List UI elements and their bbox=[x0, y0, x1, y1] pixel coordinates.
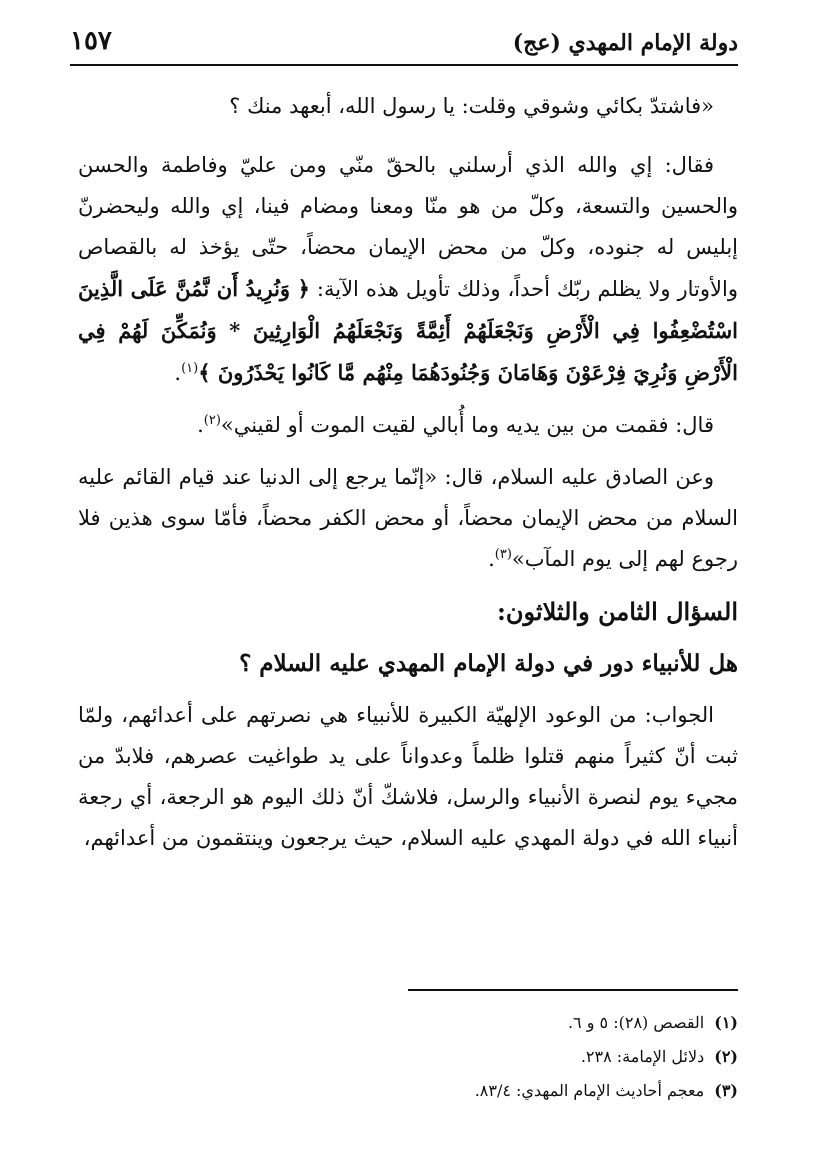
answer-paragraph: الجواب: من الوعود الإلهيّة الكبيرة للأنبياء هي نصرتهم على أعدائهم، ولمّا ثبت أنّ كثيراً منهم قتلوا ظلماً وعدواناً على يد طواغيت عصرهم، فلابدّ من مجيء يوم لنصرة الأنبياء والرسل، فلاشكّ أنّ ذلك اليوم هو الرجعة، أي رجعة أنبياء الله في دولة المهدي عليه السلام، حيث يرجعون وينتقمون من أعدائهم، bbox=[78, 703, 738, 850]
paragraph-4 bbox=[78, 457, 738, 580]
main-text bbox=[78, 86, 738, 870]
footnote-2-text: دلائل الإمامة: ٢٣٨. bbox=[580, 1047, 705, 1066]
paragraph-1-text: «فاشتدّ بكائي وشوقي وقلت: يا رسول الله، أبعهد منك ؟ bbox=[229, 94, 714, 118]
footnote-separator bbox=[408, 989, 738, 991]
footnote-ref-3: (٣) bbox=[494, 547, 512, 562]
paragraph-2-text: فقال: إي والله الذي أرسلني بالحقّ منّي ومن عليّ وفاطمة والحسن والحسين والتسعة، وكلّ من هو منّا ومعنا ومضام فينا، إي والله وليحضرنّ إبليس له جنوده، وكلّ من محض الإيمان محضاً، حتّى يؤخذ له بالقصاص والأوتار ولا يظلم ربّك أحداً، وذلك تأويل هذه الآية: bbox=[78, 153, 738, 301]
footnote-3-text: معجم أحاديث الإمام المهدي: ٨٣/٤. bbox=[474, 1081, 705, 1100]
footnotes bbox=[300, 1006, 738, 1108]
footnote-1 bbox=[300, 1006, 738, 1040]
running-title: دولة الإمام المهدي (عج) bbox=[512, 30, 738, 56]
page-number: ١٥٧ bbox=[70, 26, 112, 56]
quran-verse: ﴿ وَنُرِيدُ أَن نَّمُنَّ عَلَى الَّذِينَ اسْتُضْعِفُوا فِي الْأَرْضِ وَنَجْعَلَهُمْ أَئِمَّةً وَنَجْعَلَهُمُ الْوَارِثِينَ * وَنُمَكِّنَ لَهُمْ فِي الْأَرْضِ وَنُرِيَ فِرْعَوْنَ وَهَامَانَ وَجُنُودَهُمَا مِنْهُم مَّا كَانُوا يَحْذَرُونَ ﴾ bbox=[78, 276, 738, 385]
footnote-2 bbox=[300, 1040, 738, 1074]
footnote-3 bbox=[300, 1074, 738, 1108]
footnote-2-number: (٢) bbox=[714, 1047, 738, 1066]
paragraph-3-text: قال: فقمت من بين يديه وما أُبالي لقيت الموت أو لقيني» bbox=[220, 413, 714, 437]
footnote-3-number: (٣) bbox=[714, 1081, 738, 1100]
footnote-ref-2: (٢) bbox=[203, 413, 221, 428]
footnote-1-number: (١) bbox=[714, 1013, 738, 1032]
paragraph-4-end: . bbox=[488, 547, 495, 571]
paragraph-2-end: . bbox=[174, 361, 182, 385]
paragraph-3-end: . bbox=[197, 413, 204, 437]
paragraph-4-text: وعن الصادق عليه السلام، قال: «إنّما يرجع إلى الدنيا عند قيام القائم عليه السلام من محض الإيمان محضاً، أو محض الكفر محضاً، فأمّا سوى هذين فلا رجوع لهم إلى يوم المآب» bbox=[78, 465, 738, 571]
paragraph-3 bbox=[78, 405, 738, 446]
page-header bbox=[70, 20, 738, 66]
paragraph-1 bbox=[78, 86, 738, 127]
footnote-1-text: القصص (٢٨): ٥ و ٦. bbox=[567, 1013, 705, 1032]
section-question: هل للأنبياء دور في دولة الإمام المهدي عليه السلام ؟ bbox=[239, 650, 738, 677]
footnote-ref-1: (١) bbox=[181, 361, 199, 376]
section-heading: السؤال الثامن والثلاثون: bbox=[497, 597, 738, 626]
paragraph-2 bbox=[78, 145, 738, 394]
